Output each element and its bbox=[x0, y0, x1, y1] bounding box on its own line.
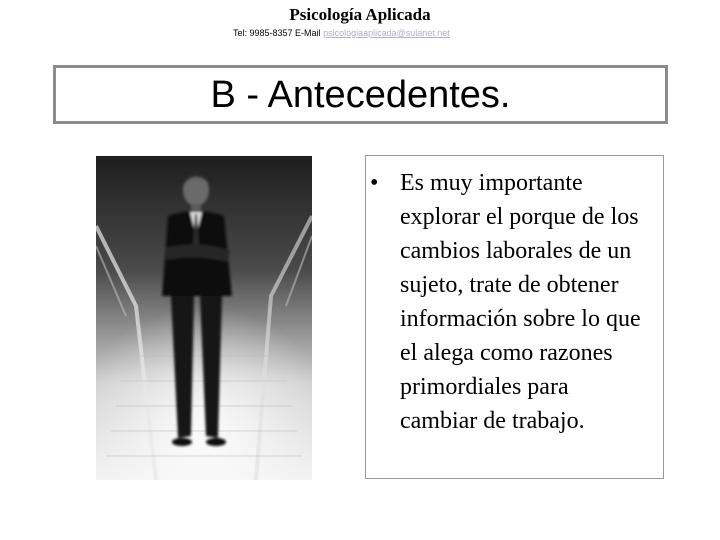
bullet-text: Es muy importante explorar el porque de los cambios laborales de un sujeto, trate de obtener información sobre lo que el alega como razones primordiales para cambiar de trabajo. bbox=[400, 170, 641, 434]
bullet-dot-icon: • bbox=[370, 170, 379, 196]
contact-prefix: Tel: 9985-8357 E-Mail bbox=[233, 28, 321, 38]
bullet-box bbox=[365, 155, 664, 479]
slide-title-box bbox=[53, 65, 668, 124]
slide-title: B - Antecedentes. bbox=[210, 73, 511, 116]
email-link[interactable]: psicologiaaplicada@sulanet.net bbox=[323, 28, 450, 38]
header-title: Psicología Aplicada bbox=[289, 5, 431, 24]
man-in-suit-photo bbox=[96, 156, 312, 480]
header-contact bbox=[233, 28, 450, 38]
